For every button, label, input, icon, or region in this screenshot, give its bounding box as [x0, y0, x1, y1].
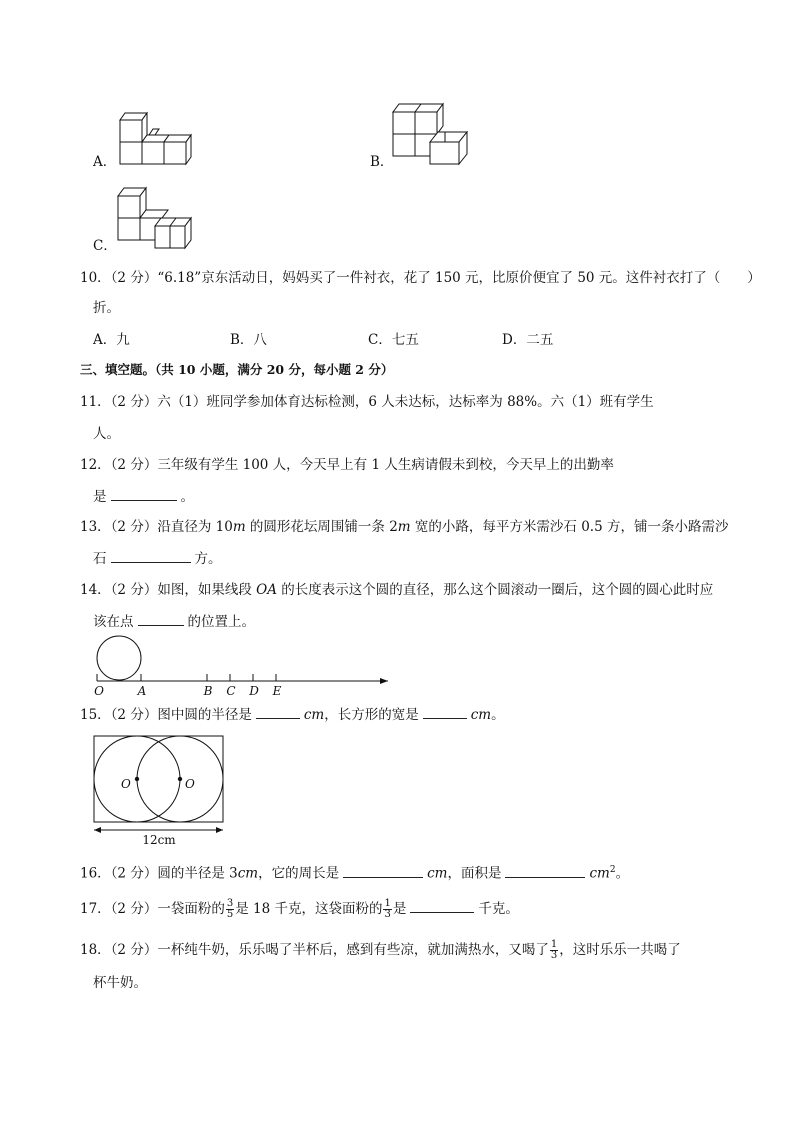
question-10	[80, 268, 761, 288]
question-text: “6.18”京东活动日，妈妈买了一件衬衣，花了 150 元，比原价便宜了 50 元。这件衬衣打了（ ）	[157, 270, 761, 286]
point-label-e: E	[272, 684, 282, 698]
question-text: 如图，如果线段	[157, 582, 257, 598]
question-text: ，长方形的宽是	[324, 707, 419, 723]
question-number: 16．	[80, 865, 111, 882]
question-number: 10．	[80, 270, 111, 286]
question-text: 。	[615, 865, 630, 882]
choice-c: C．七五	[368, 332, 419, 348]
question-17	[80, 898, 519, 920]
answer-blank-width[interactable]	[423, 704, 467, 719]
choice-a: A．九	[93, 332, 130, 348]
question-11	[80, 392, 654, 412]
section-heading: 三、填空题。（共 10 小题，满分 20 分，每小题 2 分）	[80, 362, 394, 377]
question-text: 一袋面粉的	[157, 901, 225, 917]
question-score: （2 分）	[110, 707, 158, 723]
point-label-a: A	[137, 684, 147, 698]
question-13-continuation	[93, 548, 222, 569]
question-13	[80, 517, 728, 537]
question-number: 17．	[80, 901, 111, 917]
text-prefix: 该在点	[93, 614, 134, 630]
rolling-circle-figure	[88, 634, 398, 700]
question-score: （2 分）	[110, 394, 158, 410]
unit: m	[397, 519, 411, 535]
question-18	[80, 940, 681, 961]
question-11-continuation: 人。	[93, 426, 120, 442]
arrow-right-icon	[216, 827, 223, 833]
fraction-three-fifths	[226, 899, 234, 920]
unit: cm	[589, 865, 610, 882]
question-number: 15．	[80, 707, 111, 723]
rectangle	[94, 736, 223, 822]
denominator: 3	[550, 950, 558, 961]
unit: cm	[237, 865, 259, 882]
question-text: 是 18 千克，这袋面粉的	[235, 901, 383, 917]
option-c-label: C．	[93, 238, 117, 254]
denominator: 3	[384, 909, 391, 920]
numerator: 3	[226, 898, 234, 909]
right-center-label: O	[185, 777, 195, 791]
question-number: 11．	[80, 394, 111, 410]
question-12	[80, 455, 614, 475]
answer-blank[interactable]	[138, 611, 184, 626]
answer-blank[interactable]	[410, 898, 474, 913]
question-10-continuation: 折。	[93, 300, 120, 316]
denominator: 5	[226, 909, 234, 920]
left-center-label: O	[121, 777, 131, 791]
question-16	[80, 860, 629, 884]
unit: cm	[303, 707, 325, 723]
text-suffix: 的位置上。	[187, 614, 255, 630]
unit-exponent: 2	[609, 865, 616, 875]
question-number: 13．	[80, 519, 111, 535]
answer-blank-circumference[interactable]	[343, 863, 423, 878]
option-a-label: A．	[93, 154, 117, 170]
text-prefix: 石	[93, 551, 107, 567]
question-text: 是	[392, 901, 407, 917]
question-12-continuation	[93, 486, 194, 507]
choice-d: D．二五	[502, 332, 554, 348]
circle	[97, 636, 141, 680]
point-label-o: O	[94, 684, 104, 698]
question-score: （2 分）	[110, 519, 158, 535]
question-score: （2 分）	[110, 457, 158, 473]
question-text: 宽的小路，每平方米需沙石 0.5 方，铺一条小路需沙	[410, 519, 729, 535]
point-label-c: C	[226, 684, 236, 698]
arrow-left-icon	[94, 827, 101, 833]
question-text: 的圆形花坛周围铺一条 2	[245, 519, 398, 535]
question-14-continuation	[93, 611, 255, 632]
unit: cm	[427, 865, 448, 882]
question-score: （2 分）	[110, 270, 158, 286]
answer-blank-radius[interactable]	[256, 704, 300, 719]
unit: m	[232, 519, 246, 535]
question-text: 三年级有学生 100 人，今天早上有 1 人生病请假未到校，今天早上的出勤率	[157, 457, 614, 473]
option-c-cube-figure	[115, 184, 197, 252]
question-score: （2 分）	[110, 865, 158, 882]
question-text: 六（1）班同学参加体育达标检测，6 人未达标，达标率为 88%。六（1）班有学生	[157, 394, 654, 410]
option-a-cube-figure	[115, 108, 197, 166]
question-text: 圆的半径是 3	[157, 865, 238, 882]
question-text: 的长度表示这个圆的直径，那么这个圆滚动一圈后，这个圆的圆心此时应	[276, 582, 714, 598]
answer-blank[interactable]	[111, 548, 191, 563]
right-center-point	[178, 777, 182, 781]
text-prefix: 是	[93, 489, 107, 505]
arrow-head-icon	[380, 678, 388, 684]
question-text: ，面积是	[447, 865, 502, 882]
question-score: （2 分）	[110, 582, 158, 598]
option-b-cube-figure	[390, 100, 472, 168]
question-text: ，它的周长是	[258, 865, 340, 882]
point-label-d: D	[249, 684, 259, 698]
question-18-continuation: 杯牛奶。	[93, 975, 147, 991]
question-number: 12．	[80, 457, 111, 473]
question-text: 一杯纯牛奶，乐乐喝了半杯后，感到有些凉，就加满热水，又喝了	[157, 942, 549, 958]
numerator: 1	[550, 939, 558, 950]
question-text: 沿直径为 10	[157, 519, 233, 535]
question-15	[80, 704, 505, 725]
text-suffix: 。	[180, 489, 194, 505]
fraction-one-third	[383, 899, 391, 920]
fraction-one-third	[550, 940, 558, 961]
width-label: 12cm	[142, 833, 176, 846]
question-score: （2 分）	[110, 901, 158, 917]
question-text: 。	[491, 707, 505, 723]
question-text: ，这时乐乐一共喝了	[559, 942, 681, 958]
segment-label: OA	[256, 582, 277, 598]
question-text: 千克。	[478, 901, 519, 917]
question-score: （2 分）	[110, 942, 158, 958]
choice-b: B．八	[230, 332, 267, 348]
point-label-b: B	[203, 684, 213, 698]
unit: cm	[470, 707, 492, 723]
question-number: 18．	[80, 942, 111, 958]
question-text: 图中圆的半径是	[157, 707, 252, 723]
answer-blank-area[interactable]	[505, 863, 585, 878]
option-b-label: B．	[370, 154, 394, 170]
question-14	[80, 580, 713, 600]
question-number: 14．	[80, 582, 111, 598]
left-center-point	[135, 777, 139, 781]
answer-blank[interactable]	[111, 486, 177, 501]
numerator: 1	[384, 898, 391, 909]
two-circles-rectangle-figure	[88, 734, 232, 846]
text-suffix: 方。	[194, 551, 222, 567]
